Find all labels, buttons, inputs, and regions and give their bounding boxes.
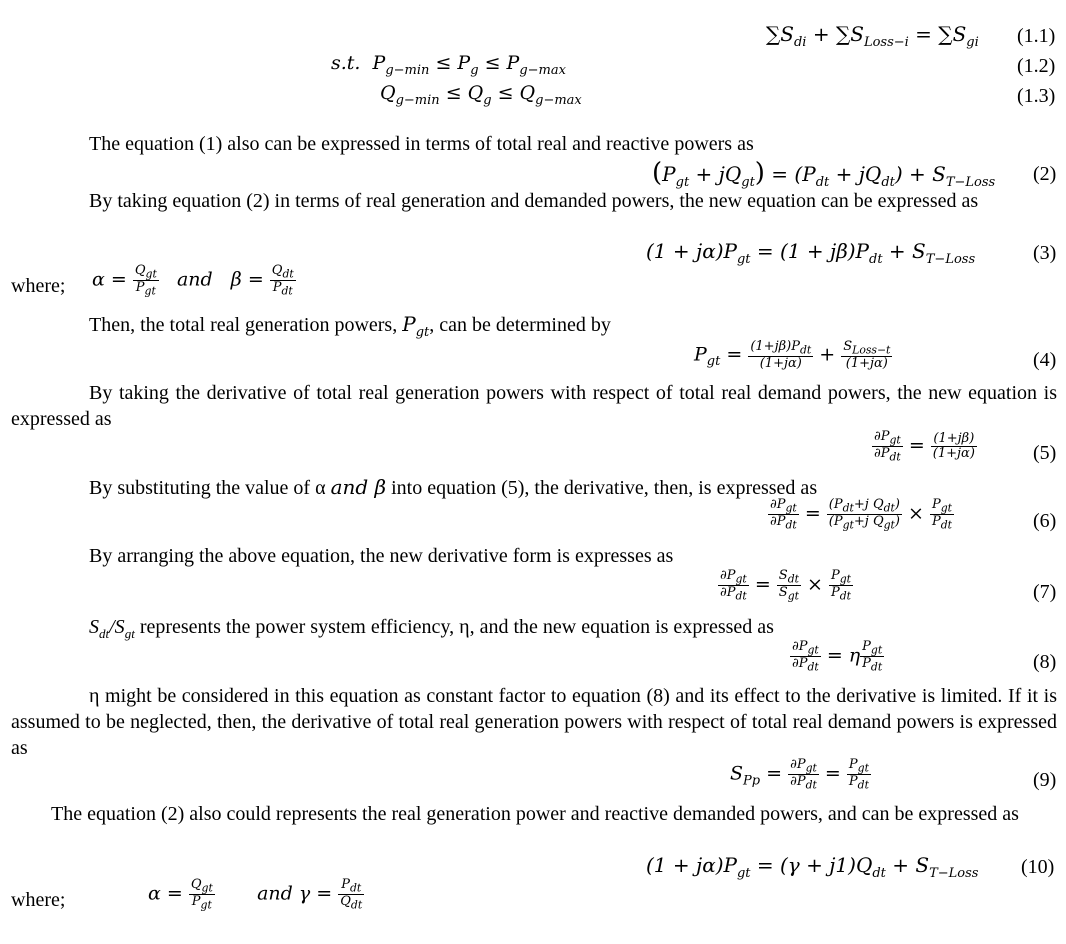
equation-label: (7) bbox=[1033, 581, 1057, 603]
alpha-gamma-definition: α = $\frac{Q_{gt}}{P_{gt}}$ and γ = $\frac{P_{dt}}{Q_{dt}}$ bbox=[148, 877, 363, 912]
where-label: where; bbox=[11, 889, 66, 911]
equation-label: (9) bbox=[1033, 769, 1057, 791]
fraction: $\frac{\partial P_{gt}}{\partial P_{dt}}$ bbox=[720, 568, 747, 603]
fraction: $\frac{(P_{dt}+j Q_{dt})}{(P_{gt}+j Q_{gt})}$ bbox=[828, 497, 900, 532]
equation-label: (3) bbox=[1033, 242, 1057, 264]
fraction: $\frac{P_{gt}}{P_{dt}}$ bbox=[848, 757, 869, 792]
equation-10: $(1 + j\alpha)P_{gt} = (\gamma + j1)Q_{dt} + S_{T-Loss}$ bbox=[646, 853, 979, 881]
where-label: where; bbox=[11, 275, 66, 297]
fraction: $\frac{P_{gt}}{P_{dt}}$ bbox=[932, 497, 953, 532]
and-word: and bbox=[257, 882, 293, 905]
equation-1-2: s.t. $P_{g-min} \le P_g \le P_{g-max}$ bbox=[331, 52, 566, 78]
fraction: $\frac{P_{gt}}{P_{dt}}$ bbox=[862, 639, 883, 674]
equation-label: (1.3) bbox=[1017, 85, 1056, 107]
and-word: and bbox=[176, 268, 213, 291]
equation-1-1: $\sum S_{di} + \sum S_{Loss-i} = \sum S_{gi}$ bbox=[766, 22, 979, 50]
equation-4: $P_{gt}$ = $\frac{(1+j\beta)P_{dt}}{(1+j\alpha)}$ + $\frac{S_{Loss-t}}{(1+j\alpha)}$ bbox=[694, 339, 891, 371]
equation-9: $S_{Pp}$ = $\frac{\partial P_{gt}}{\partial P_{dt}}$ = $\frac{P_{gt}}{P_{dt}}$ bbox=[730, 757, 869, 792]
paragraph-1: The equation (1) also can be expressed in terms of total real and reactive powers as bbox=[89, 133, 754, 155]
equation-label: (10) bbox=[1021, 856, 1055, 878]
fraction: $\frac{(1+j\beta)P_{dt}}{(1+j\alpha)}$ bbox=[750, 339, 812, 371]
paragraph-8: η might be considered in this equation as constant factor to equation (8) and its effect to the derivative is limited. If it is assumed to be neglected, then, the derivative of total real generation powers with respect of total real demand powers is expressed as bbox=[11, 685, 1057, 759]
fraction: $\frac{\partial P_{gt}}{\partial P_{dt}}$ bbox=[790, 757, 817, 792]
equation-3: $(1 + j\alpha)P_{gt} = (1 + j\beta)P_{dt} + S_{T-Loss}$ bbox=[646, 239, 976, 267]
fraction: $\frac{\partial P_{gt}}{\partial P_{dt}}$ bbox=[770, 497, 797, 532]
equation-label: (1.2) bbox=[1017, 55, 1056, 77]
fraction: $\frac{Q_{gt}}{P_{gt}}$ bbox=[134, 263, 157, 298]
fraction: $\frac{(1+j\beta)}{(1+j\alpha)}$ bbox=[932, 431, 975, 461]
fraction: $\frac{Q_{gt}}{P_{gt}}$ bbox=[190, 877, 213, 912]
paragraph-2: By taking equation (2) in terms of real generation and demanded powers, the new equation can be expressed as bbox=[89, 190, 979, 212]
paragraph-4: By taking the derivative of total real generation powers with respect of total real demand powers, the new equation is expressed as bbox=[11, 382, 1057, 430]
fraction: $\frac{\partial P_{gt}}{\partial P_{dt}}$ bbox=[874, 429, 901, 464]
equation-7: $\frac{\partial P_{gt}}{\partial P_{dt}}$ = $\frac{S_{dt}}{S_{gt}}$ × $\frac{P_{gt}}{P_{dt}}$ bbox=[720, 568, 852, 603]
constraint-prefix: s.t. bbox=[331, 52, 361, 74]
equation-5: $\frac{\partial P_{gt}}{\partial P_{dt}}$ = $\frac{(1+j\beta)}{(1+j\alpha)}$ bbox=[874, 429, 975, 464]
alpha-beta-definition: α = $\frac{Q_{gt}}{P_{gt}}$ and β = $\frac{Q_{dt}}{P_{dt}}$ bbox=[92, 263, 294, 298]
fraction: $\frac{P_{dt}}{Q_{dt}}$ bbox=[340, 877, 363, 912]
fraction: $\frac{Q_{dt}}{P_{dt}}$ bbox=[271, 263, 294, 298]
equation-label: (5) bbox=[1033, 442, 1057, 464]
equation-label: (8) bbox=[1033, 651, 1057, 673]
paragraph-9: The equation (2) also could represents the real generation power and reactive demanded powers, and can be expressed as bbox=[51, 803, 1019, 825]
paragraph-3: Then, the total real generation powers, $P_{gt}$, can be determined by bbox=[89, 312, 611, 340]
paragraph-5: By substituting the value of α and β into equation (5), the derivative, then, is expressed as bbox=[89, 475, 818, 499]
fraction: $\frac{\partial P_{gt}}{\partial P_{dt}}$ bbox=[792, 639, 819, 674]
fraction: $\frac{P_{gt}}{P_{dt}}$ bbox=[830, 568, 852, 603]
equation-6: $\frac{\partial P_{gt}}{\partial P_{dt}}$ = $\frac{(P_{dt}+j Q_{dt})}{(P_{gt}+j Q_{gt})}$ × $\frac{P_{gt}}{P_{dt}}$ bbox=[770, 497, 953, 532]
paragraph-7: $S_{dt}/S_{gt}$ represents the power system efficiency, η, and the new equation is expressed as bbox=[89, 616, 774, 641]
paragraph-6: By arranging the above equation, the new derivative form is expresses as bbox=[89, 545, 674, 567]
equation-2: $(P_{gt} + jQ_{gt}) = (P_{dt} + jQ_{dt}) + S_{T-Loss}$ bbox=[652, 158, 996, 190]
equation-label: (2) bbox=[1033, 163, 1057, 185]
equation-label: (6) bbox=[1033, 510, 1057, 532]
equation-1-3: $Q_{g-min} \le Q_g \le Q_{g-max}$ bbox=[380, 82, 582, 108]
fraction: $\frac{S_{dt}}{S_{gt}}$ bbox=[778, 568, 799, 603]
equation-label: (1.1) bbox=[1017, 25, 1056, 47]
fraction: $\frac{S_{Loss-t}}{(1+j\alpha)}$ bbox=[843, 339, 891, 371]
equation-label: (4) bbox=[1033, 349, 1057, 371]
equation-8: $\frac{\partial P_{gt}}{\partial P_{dt}}$ = η $\frac{P_{gt}}{P_{dt}}$ bbox=[792, 639, 883, 674]
